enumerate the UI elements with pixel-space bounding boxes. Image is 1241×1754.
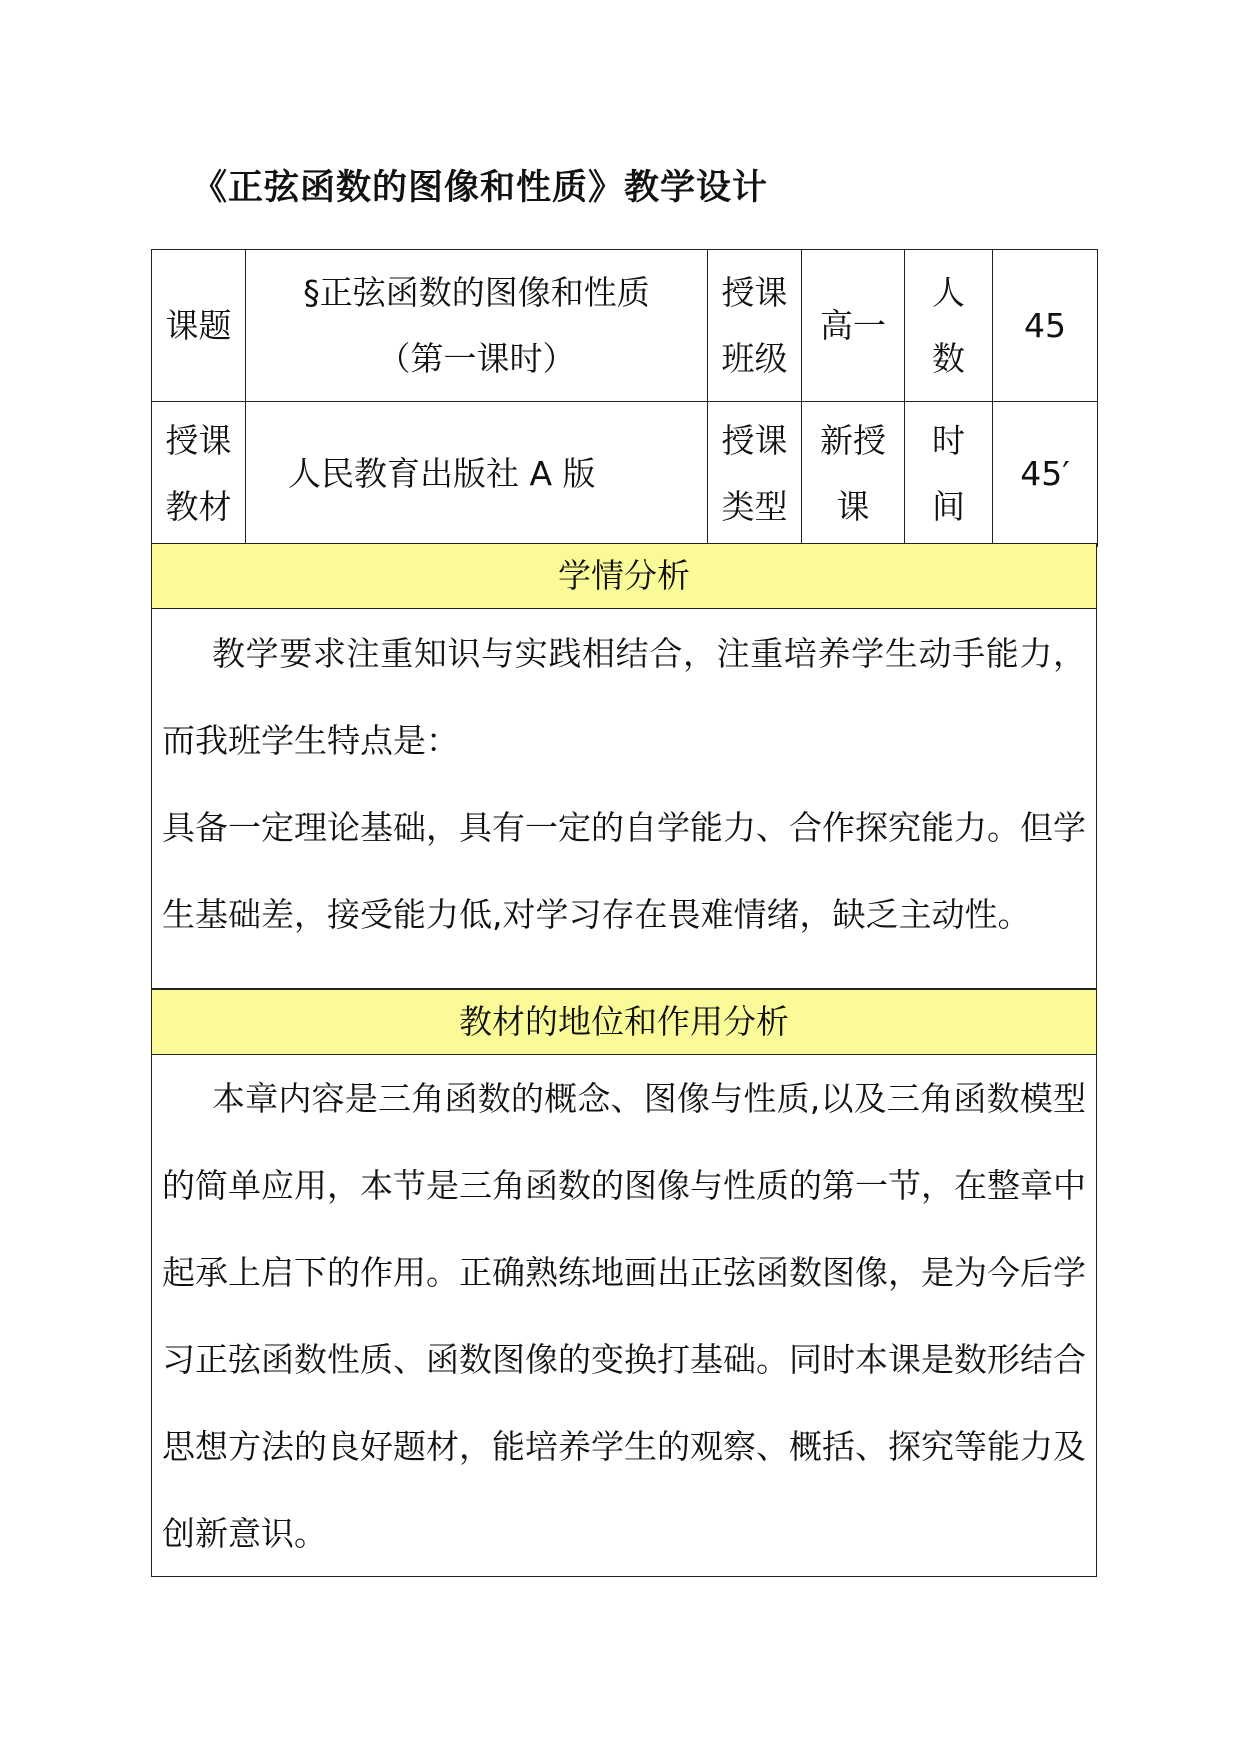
class-value: 高一 (820, 305, 886, 345)
count-label-cell (905, 250, 993, 402)
document-title: 《正弦函数的图像和性质》教学设计 (192, 168, 769, 208)
section-heading-textbook-role: 教材的地位和作用分析 (151, 989, 1097, 1055)
type-value-line1: 新授 (820, 421, 886, 460)
student-analysis-paragraph-1: 教学要求注重知识与实践相结合，注重培养学生动手能力，而我班学生特点是： (162, 634, 1086, 760)
class-label-cell (708, 250, 802, 402)
count-value-cell (993, 250, 1098, 402)
student-analysis-paragraph-2: 具备一定理论基础，具有一定的自学能力、合作探究能力。但学生基础差，接受能力低,对学习存在畏难情绪，缺乏主动性。 (162, 808, 1086, 934)
section-body-textbook-role (151, 1055, 1097, 1577)
time-label-line2: 间 (932, 487, 965, 526)
textbook-role-paragraph-1: 本章内容是三角函数的概念、图像与性质,以及三角函数模型的简单应用，本节是三角函数的图像与性质的第一节，在整章中起承上启下的作用。正确熟练地画出正弦函数图像，是为今后学习正弦函数性质、函数图像的变换打基础。同时本课是数形结合思想方法的良好题材，能培养学生的观察、概括、探究等能力及创新意识。 (162, 1079, 1086, 1553)
type-value-line2: 课 (836, 487, 870, 526)
topic-value-cell (246, 250, 708, 402)
class-value-cell (802, 250, 905, 402)
section-heading-student-analysis: 学情分析 (151, 543, 1097, 609)
count-label-line1: 人 (932, 272, 965, 312)
type-label-cell (708, 402, 802, 547)
count-label-line2: 数 (932, 338, 965, 378)
type-label-line2: 类型 (721, 487, 788, 526)
class-label-line1: 授课 (721, 272, 788, 312)
time-label-cell (905, 402, 993, 547)
time-label-line1: 时 (932, 421, 965, 460)
class-label-line2: 班级 (721, 338, 788, 378)
lesson-info-table (151, 249, 1098, 547)
time-value: 45′ (1020, 454, 1070, 493)
topic-label-cell (152, 250, 246, 402)
info-row-topic (152, 250, 1098, 402)
textbook-label-line2: 教材 (165, 487, 232, 526)
info-row-textbook (152, 402, 1098, 547)
time-value-cell (993, 402, 1098, 547)
textbook-label-cell (152, 402, 246, 547)
textbook-value-cell (246, 402, 708, 547)
textbook-value: 人民教育出版社 A 版 (288, 454, 596, 493)
type-label-line1: 授课 (721, 421, 788, 460)
count-value: 45 (1024, 305, 1066, 345)
topic-label: 课题 (165, 305, 232, 345)
topic-subtitle: （第一课时） (377, 338, 576, 378)
topic-title: §正弦函数的图像和性质 (303, 272, 650, 312)
type-value-cell (802, 402, 905, 547)
textbook-label-line1: 授课 (165, 421, 232, 460)
section-body-student-analysis (151, 609, 1097, 989)
